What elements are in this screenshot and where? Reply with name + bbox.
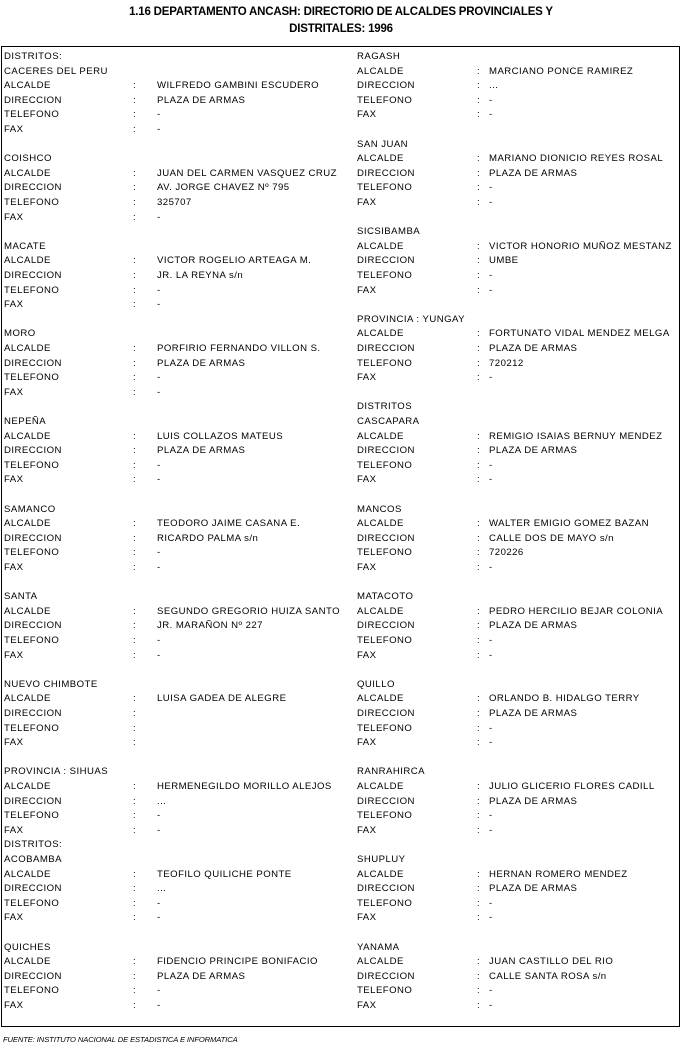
row-label: ALCALDE bbox=[4, 956, 51, 968]
row-value: TEOFILO QUILICHE PONTE bbox=[157, 868, 292, 880]
row-separator: : bbox=[133, 445, 137, 457]
row-label: FAX bbox=[357, 824, 377, 836]
row-label: FAX bbox=[4, 649, 24, 661]
row-label: CACERES DEL PERU bbox=[4, 65, 108, 77]
row-label: ALCALDE bbox=[357, 868, 404, 880]
row-separator: : bbox=[133, 795, 137, 807]
row-label: TELEFONO bbox=[357, 357, 413, 369]
title-line-1: 1.16 DEPARTAMENTO ANCASH: DIRECTORIO DE ALCALDES PROVINCIALES Y bbox=[129, 6, 553, 18]
row-label: TELEFONO bbox=[357, 459, 413, 471]
row-value: RICARDO PALMA s/n bbox=[157, 532, 259, 544]
row-value: WALTER EMIGIO GOMEZ BAZAN bbox=[489, 518, 649, 530]
row-value: HERMENEGILDO MORILLO ALEJOS bbox=[157, 781, 332, 792]
row-label: ACOBAMBA bbox=[4, 854, 62, 865]
row-value: - bbox=[157, 824, 161, 836]
row-separator: : bbox=[477, 430, 481, 442]
row-separator: : bbox=[133, 343, 137, 354]
row-separator: : bbox=[477, 781, 481, 792]
row-separator: : bbox=[133, 722, 137, 734]
row-value: CALLE DOS DE MAYO s/n bbox=[489, 532, 614, 544]
row-separator: : bbox=[477, 722, 481, 734]
row-label: ALCALDE bbox=[357, 153, 404, 165]
directory-table bbox=[1, 46, 680, 1027]
row-label: MACATE bbox=[4, 240, 46, 252]
row-label: FAX bbox=[4, 386, 24, 398]
row-value: - bbox=[157, 284, 161, 296]
row-label: TELEFONO bbox=[4, 635, 60, 646]
row-label: RANRAHIRCA bbox=[357, 766, 425, 778]
row-value: - bbox=[489, 824, 493, 836]
row-label: DIRECCION bbox=[357, 255, 415, 267]
row-value: - bbox=[157, 386, 161, 398]
row-value: - bbox=[157, 124, 161, 135]
row-value: PLAZA DE ARMAS bbox=[157, 970, 246, 982]
row-separator: : bbox=[133, 985, 137, 997]
row-value: SEGUNDO GREGORIO HUIZA SANTO bbox=[157, 605, 341, 617]
row-value: JR. LA REYNA s/n bbox=[157, 270, 244, 281]
row-label: DISTRITOS bbox=[357, 401, 413, 413]
row-separator: : bbox=[477, 153, 481, 165]
row-value: VICTOR ROGELIO ARTEAGA M. bbox=[157, 255, 312, 267]
row-label: ALCALDE bbox=[4, 781, 51, 792]
row-label: ALCALDE bbox=[4, 605, 51, 617]
row-label: TELEFONO bbox=[4, 459, 60, 471]
row-separator: : bbox=[477, 562, 481, 573]
row-value: PLAZA DE ARMAS bbox=[489, 795, 578, 807]
row-label: ALCALDE bbox=[4, 343, 51, 354]
row-label: ALCALDE bbox=[4, 693, 51, 705]
row-label: SHUPLUY bbox=[357, 854, 406, 865]
row-separator: : bbox=[133, 708, 137, 719]
row-separator: : bbox=[477, 620, 481, 632]
row-separator: : bbox=[133, 197, 137, 208]
row-value: JR. MARAÑON Nº 227 bbox=[157, 620, 263, 632]
row-value: - bbox=[157, 562, 161, 573]
row-separator: : bbox=[477, 956, 481, 968]
row-separator: : bbox=[133, 649, 137, 661]
row-value: - bbox=[489, 474, 493, 486]
row-separator: : bbox=[477, 357, 481, 369]
row-value: PLAZA DE ARMAS bbox=[489, 445, 578, 457]
row-label: ALCALDE bbox=[4, 518, 51, 530]
row-label: SAN JUAN bbox=[357, 138, 409, 150]
document-title bbox=[0, 4, 682, 38]
row-value: PLAZA DE ARMAS bbox=[489, 883, 578, 895]
row-label: TELEFONO bbox=[357, 94, 413, 106]
row-separator: : bbox=[477, 824, 481, 836]
row-label: TELEFONO bbox=[357, 547, 413, 559]
row-value: - bbox=[157, 459, 161, 471]
row-separator: : bbox=[133, 357, 137, 369]
row-separator: : bbox=[133, 547, 137, 559]
row-value: JUAN DEL CARMEN VASQUEZ CRUZ bbox=[157, 167, 337, 179]
row-label: TELEFONO bbox=[357, 897, 413, 909]
row-label: DIRECCION bbox=[4, 883, 62, 895]
row-separator: : bbox=[477, 737, 481, 749]
row-separator: : bbox=[133, 109, 137, 121]
row-separator: : bbox=[133, 635, 137, 646]
row-label: TELEFONO bbox=[357, 722, 413, 734]
row-label: DISTRITOS: bbox=[4, 51, 63, 62]
row-value: ... bbox=[489, 80, 499, 92]
row-separator: : bbox=[477, 883, 481, 895]
row-label: DIRECCION bbox=[4, 357, 62, 369]
row-label: ALCALDE bbox=[4, 255, 51, 267]
row-label: YANAMA bbox=[357, 941, 400, 953]
row-label: TELEFONO bbox=[4, 547, 60, 559]
row-value: - bbox=[489, 284, 493, 296]
row-separator: : bbox=[477, 182, 481, 194]
row-value: - bbox=[489, 1000, 493, 1011]
row-label: FAX bbox=[357, 737, 377, 749]
row-separator: : bbox=[133, 781, 137, 792]
row-value: JUAN CASTILLO DEL RIO bbox=[489, 956, 614, 968]
row-separator: : bbox=[477, 343, 481, 354]
row-separator: : bbox=[133, 372, 137, 384]
row-value: PLAZA DE ARMAS bbox=[157, 357, 246, 369]
row-value: MARIANO DIONICIO REYES ROSAL bbox=[489, 153, 664, 165]
row-label: FAX bbox=[4, 1000, 24, 1011]
row-value: - bbox=[157, 109, 161, 121]
row-label: FAX bbox=[357, 474, 377, 486]
row-separator: : bbox=[477, 693, 481, 705]
row-separator: : bbox=[133, 810, 137, 822]
row-separator: : bbox=[133, 182, 137, 194]
row-separator: : bbox=[477, 795, 481, 807]
row-label: FAX bbox=[4, 124, 24, 135]
row-value: - bbox=[489, 897, 493, 909]
row-value: - bbox=[489, 985, 493, 997]
row-label: ALCALDE bbox=[357, 430, 404, 442]
row-separator: : bbox=[133, 518, 137, 530]
row-label: ALCALDE bbox=[357, 781, 404, 792]
row-label: FAX bbox=[357, 912, 377, 924]
row-label: DIRECCION bbox=[357, 343, 415, 354]
row-separator: : bbox=[477, 605, 481, 617]
row-separator: : bbox=[477, 868, 481, 880]
row-label: QUICHES bbox=[4, 941, 51, 953]
row-value: - bbox=[157, 635, 161, 646]
row-value: MARCIANO PONCE RAMIREZ bbox=[489, 65, 634, 77]
row-label: FAX bbox=[357, 284, 377, 296]
row-label: ALCALDE bbox=[4, 80, 51, 92]
row-label: NUEVO CHIMBOTE bbox=[4, 678, 98, 690]
row-label: ALCALDE bbox=[357, 328, 404, 340]
row-label: DIRECCION bbox=[357, 970, 415, 982]
row-value: - bbox=[489, 372, 493, 384]
row-label: TELEFONO bbox=[357, 182, 413, 194]
row-label: ALCALDE bbox=[357, 240, 404, 252]
row-label: DIRECCION bbox=[4, 182, 62, 194]
row-separator: : bbox=[133, 956, 137, 968]
row-label: DIRECCION bbox=[357, 445, 415, 457]
row-value: LUISA GADEA DE ALEGRE bbox=[157, 693, 287, 705]
row-separator: : bbox=[133, 737, 137, 749]
row-value: PLAZA DE ARMAS bbox=[489, 167, 578, 179]
row-separator: : bbox=[477, 708, 481, 719]
row-value: 720212 bbox=[489, 357, 524, 369]
row-value: - bbox=[157, 897, 161, 909]
row-separator: : bbox=[133, 94, 137, 106]
row-label: FAX bbox=[357, 197, 377, 208]
row-value: UMBE bbox=[489, 255, 519, 267]
row-value: - bbox=[489, 635, 493, 646]
row-label: TELEFONO bbox=[4, 897, 60, 909]
row-value: PLAZA DE ARMAS bbox=[157, 445, 246, 457]
row-label: DIRECCION bbox=[357, 620, 415, 632]
row-label: ALCALDE bbox=[4, 868, 51, 880]
row-separator: : bbox=[133, 255, 137, 267]
row-label: PROVINCIA : YUNGAY bbox=[357, 313, 465, 325]
row-separator: : bbox=[477, 328, 481, 340]
row-separator: : bbox=[477, 897, 481, 909]
row-label: TELEFONO bbox=[357, 985, 413, 997]
row-label: FAX bbox=[357, 562, 377, 573]
row-separator: : bbox=[477, 167, 481, 179]
row-label: FAX bbox=[357, 649, 377, 661]
row-value: - bbox=[489, 810, 493, 822]
row-value: JULIO GLICERIO FLORES CADILL bbox=[489, 781, 655, 792]
row-label: FAX bbox=[4, 474, 24, 486]
row-label: ALCALDE bbox=[357, 693, 404, 705]
row-separator: : bbox=[133, 386, 137, 398]
row-label: DIRECCION bbox=[357, 708, 415, 719]
row-label: QUILLO bbox=[357, 678, 395, 690]
row-label: DIRECCION bbox=[357, 795, 415, 807]
row-label: RAGASH bbox=[357, 51, 401, 62]
row-separator: : bbox=[133, 1000, 137, 1011]
row-label: DIRECCION bbox=[357, 167, 415, 179]
row-value: - bbox=[489, 459, 493, 471]
row-value: - bbox=[157, 372, 161, 384]
row-separator: : bbox=[477, 94, 481, 106]
source-footnote: FUENTE: INSTITUTO NACIONAL DE ESTADISTICA E INFORMATICA bbox=[3, 1035, 238, 1044]
row-separator: : bbox=[477, 635, 481, 646]
row-separator: : bbox=[133, 474, 137, 486]
row-separator: : bbox=[133, 211, 137, 223]
row-separator: : bbox=[133, 80, 137, 92]
row-label: DIRECCION bbox=[4, 532, 62, 544]
row-value: - bbox=[157, 985, 161, 997]
row-value: - bbox=[157, 912, 161, 924]
row-value: - bbox=[157, 649, 161, 661]
row-separator: : bbox=[477, 109, 481, 121]
row-label: ALCALDE bbox=[4, 167, 51, 179]
row-separator: : bbox=[133, 532, 137, 544]
row-label: TELEFONO bbox=[4, 372, 60, 384]
row-value: - bbox=[157, 1000, 161, 1011]
row-separator: : bbox=[477, 532, 481, 544]
row-value: WILFREDO GAMBINI ESCUDERO bbox=[157, 80, 320, 92]
row-label: TELEFONO bbox=[4, 109, 60, 121]
row-label: ALCALDE bbox=[357, 605, 404, 617]
row-label: FAX bbox=[357, 372, 377, 384]
row-separator: : bbox=[133, 284, 137, 296]
row-label: DIRECCION bbox=[357, 80, 415, 92]
row-value: PLAZA DE ARMAS bbox=[489, 343, 578, 354]
row-value: - bbox=[489, 270, 493, 281]
row-value: - bbox=[489, 737, 493, 749]
row-value: - bbox=[489, 562, 493, 573]
row-value: - bbox=[489, 722, 493, 734]
row-separator: : bbox=[477, 255, 481, 267]
row-value: CALLE SANTA ROSA s/n bbox=[489, 970, 607, 982]
row-label: DISTRITOS: bbox=[4, 839, 63, 851]
row-label: DIRECCION bbox=[4, 970, 62, 982]
row-separator: : bbox=[133, 970, 137, 982]
row-value: - bbox=[157, 810, 161, 822]
row-label: TELEFONO bbox=[4, 197, 60, 208]
row-separator: : bbox=[477, 270, 481, 281]
row-label: FAX bbox=[4, 912, 24, 924]
row-label: TELEFONO bbox=[4, 810, 60, 822]
row-separator: : bbox=[133, 693, 137, 705]
row-value: - bbox=[489, 197, 493, 208]
row-label: DIRECCION bbox=[357, 883, 415, 895]
row-separator: : bbox=[133, 430, 137, 442]
row-separator: : bbox=[477, 970, 481, 982]
row-separator: : bbox=[133, 124, 137, 135]
row-value: PLAZA DE ARMAS bbox=[157, 94, 246, 106]
row-separator: : bbox=[477, 985, 481, 997]
row-separator: : bbox=[133, 605, 137, 617]
row-value: VICTOR HONORIO MUÑOZ MESTANZ bbox=[489, 240, 672, 252]
row-label: FAX bbox=[4, 299, 24, 311]
row-separator: : bbox=[477, 240, 481, 252]
row-label: SICSIBAMBA bbox=[357, 226, 421, 238]
row-value: PORFIRIO FERNANDO VILLON S. bbox=[157, 343, 321, 354]
row-label: ALCALDE bbox=[357, 518, 404, 530]
row-label: NEPEÑA bbox=[4, 416, 47, 427]
row-separator: : bbox=[477, 518, 481, 530]
row-separator: : bbox=[477, 912, 481, 924]
row-label: DIRECCION bbox=[4, 795, 62, 807]
row-label: TELEFONO bbox=[4, 722, 60, 734]
row-value: - bbox=[489, 912, 493, 924]
row-label: TELEFONO bbox=[357, 270, 413, 281]
row-label: CASCAPARA bbox=[357, 416, 420, 427]
row-separator: : bbox=[477, 284, 481, 296]
row-value: FORTUNATO VIDAL MENDEZ MELGA bbox=[489, 328, 670, 340]
row-label: DIRECCION bbox=[4, 94, 62, 106]
row-value: PLAZA DE ARMAS bbox=[489, 620, 578, 632]
row-value: ... bbox=[157, 883, 167, 895]
row-label: FAX bbox=[357, 109, 377, 121]
row-separator: : bbox=[133, 883, 137, 895]
row-separator: : bbox=[133, 562, 137, 573]
row-separator: : bbox=[133, 459, 137, 471]
row-separator: : bbox=[477, 810, 481, 822]
row-label: COISHCO bbox=[4, 153, 52, 165]
row-separator: : bbox=[477, 547, 481, 559]
row-label: MATACOTO bbox=[357, 591, 414, 603]
row-label: TELEFONO bbox=[357, 810, 413, 822]
row-separator: : bbox=[477, 459, 481, 471]
row-separator: : bbox=[477, 1000, 481, 1011]
row-value: - bbox=[157, 211, 161, 223]
row-value: AV. JORGE CHAVEZ Nº 795 bbox=[157, 182, 290, 194]
row-value: PEDRO HERCILIO BEJAR COLONIA bbox=[489, 605, 664, 617]
row-label: FAX bbox=[4, 824, 24, 836]
row-separator: : bbox=[477, 649, 481, 661]
row-label: MANCOS bbox=[357, 503, 402, 515]
row-separator: : bbox=[133, 824, 137, 836]
row-value: ... bbox=[157, 795, 167, 807]
row-value: HERNAN ROMERO MENDEZ bbox=[489, 868, 628, 880]
row-label: FAX bbox=[4, 211, 24, 223]
row-value: - bbox=[489, 109, 493, 121]
row-separator: : bbox=[133, 868, 137, 880]
row-label: FAX bbox=[4, 562, 24, 573]
row-label: TELEFONO bbox=[4, 284, 60, 296]
row-label: PROVINCIA : SIHUAS bbox=[4, 766, 109, 778]
row-label: ALCALDE bbox=[357, 65, 404, 77]
row-label: DIRECCION bbox=[4, 445, 62, 457]
row-separator: : bbox=[133, 897, 137, 909]
row-value: PLAZA DE ARMAS bbox=[489, 708, 578, 719]
row-value: - bbox=[489, 649, 493, 661]
row-value: - bbox=[489, 182, 493, 194]
row-value: 325707 bbox=[157, 197, 192, 208]
row-separator: : bbox=[133, 167, 137, 179]
row-label: DIRECCION bbox=[4, 270, 62, 281]
row-value: FIDENCIO PRINCIPE BONIFACIO bbox=[157, 956, 318, 968]
row-label: FAX bbox=[4, 737, 24, 749]
row-separator: : bbox=[477, 372, 481, 384]
row-value: - bbox=[157, 474, 161, 486]
row-separator: : bbox=[133, 912, 137, 924]
row-label: ALCALDE bbox=[357, 956, 404, 968]
row-label: SAMANCO bbox=[4, 503, 56, 515]
row-separator: : bbox=[133, 620, 137, 632]
row-label: DIRECCION bbox=[4, 620, 62, 632]
row-label: TELEFONO bbox=[4, 985, 60, 997]
row-separator: : bbox=[477, 80, 481, 92]
row-value: LUIS COLLAZOS MATEUS bbox=[157, 430, 284, 442]
row-label: DIRECCION bbox=[4, 708, 62, 719]
row-value: - bbox=[157, 547, 161, 559]
row-separator: : bbox=[477, 197, 481, 208]
row-label: DIRECCION bbox=[357, 532, 415, 544]
row-separator: : bbox=[477, 65, 481, 77]
row-separator: : bbox=[133, 299, 137, 311]
title-line-2: DISTRITALES: 1996 bbox=[289, 23, 393, 35]
row-label: ALCALDE bbox=[4, 430, 51, 442]
row-value: REMIGIO ISAIAS BERNUY MENDEZ bbox=[489, 430, 663, 442]
row-value: 720226 bbox=[489, 547, 524, 559]
row-label: SANTA bbox=[4, 591, 38, 603]
row-value: - bbox=[489, 94, 493, 106]
row-separator: : bbox=[477, 445, 481, 457]
row-label: FAX bbox=[357, 1000, 377, 1011]
row-separator: : bbox=[477, 474, 481, 486]
row-separator: : bbox=[133, 270, 137, 281]
row-label: TELEFONO bbox=[357, 635, 413, 646]
row-value: ORLANDO B. HIDALGO TERRY bbox=[489, 693, 640, 705]
row-value: - bbox=[157, 299, 161, 311]
row-value: TEODORO JAIME CASANA E. bbox=[157, 518, 301, 530]
row-label: MORO bbox=[4, 328, 36, 340]
